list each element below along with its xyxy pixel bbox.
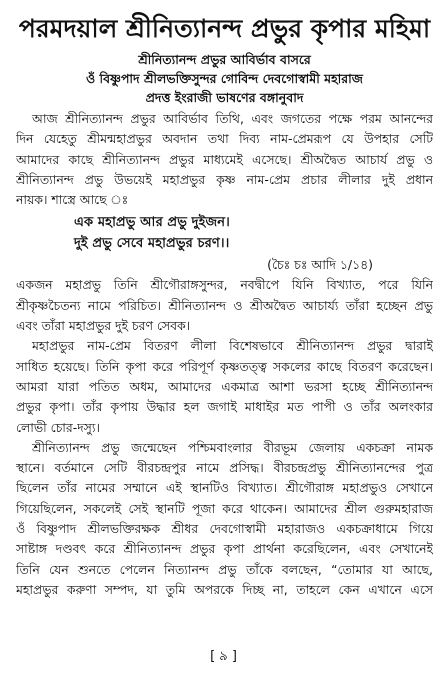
text-line: স্থানে। বর্তমানে সেটি বীরচন্দ্রপুর নামে প্রসিদ্ধ। বীরচন্দ্রপ্রভু শ্রীনিত্যানন্দের পুত্র: [16, 460, 433, 476]
page-title: পরমদয়াল শ্রীনিত্যানন্দ প্রভুর কৃপার মহিমা: [18, 14, 431, 43]
text-line: ওঁ বিষ্ণুপাদ শ্রীলভক্তিরক্ষক শ্রীধর দেবগোস্বামী মহারাজও একচক্রাধামে গিয়ে: [16, 521, 433, 537]
text-line: গিয়েছিলেন, সকলেই সেই স্থানটি পূজা করে থাকেন। আমাদের শ্রীল গুরুমহারাজ: [16, 500, 433, 516]
text-line: সাষ্টাঙ্গ দণ্ডবৎ করে শ্রীনিত্যানন্দ প্রভুর কৃপা প্রার্থনা করেছিলেন, এবং সেখানেই: [16, 541, 433, 557]
text-line: লোভী চোর-দস্যু।: [16, 419, 100, 435]
page-number: [ ৯ ]: [210, 649, 237, 664]
text-line: সাধিত হয়েছে। তিনি কৃপা করে পরিপূর্ণ কৃষ্ণতত্ত্ব সকলের কাছে বিতরণ করেছেন।: [16, 358, 433, 374]
verse-reference: (চৈঃ চঃ আদি ১/১৪): [267, 257, 373, 273]
verse-block: [16, 212, 433, 275]
text-line: প্রভুর কৃপা। তাঁর কৃপায় উদ্ধার হল জগাই মাধাইর মত পাপী ও তাঁর অলংকার: [16, 399, 433, 415]
verse-line: এক মহাপ্রভু আর প্রভু দুইজন।: [74, 215, 230, 231]
text-line: শ্রীনিত্যানন্দ প্রভু উভয়েই মহাপ্রভুর কৃষ্ণ নাম-প্রেম প্রচার লীলার দুই প্রধান: [16, 171, 433, 187]
text-line: আমাদের কাছে শ্রীনিত্যানন্দ প্রভুর মাধ্যমেই এসেছে। শ্রীঅদ্বৈত আচার্য প্রভু ও: [16, 151, 433, 167]
body-text: [16, 109, 433, 600]
text-line: একজন মহাপ্রভু তিনি শ্রীগৌরাঙ্গসুন্দর, নবদ্বীপে যিনি বিখ্যাত, পরে যিনি: [16, 277, 433, 293]
paragraph-3: [16, 336, 433, 437]
text-line: আজ শ্রীনিত্যানন্দ প্রভুর আবির্ভাব তিথি, এবং জগতের পক্ষে পরম আনন্দের: [32, 111, 433, 126]
paragraph-1: [16, 109, 433, 210]
subtitle-line: ওঁ বিষ্ণুপাদ শ্রীলভক্তিসুন্দর গোবিন্দ দেবগোস্বামী মহারাজ: [86, 71, 363, 86]
text-line: ছিলেন তাঁর নামের সম্মানে এই স্থানটিও বিখ্যাত। শ্রীগৌরাঙ্গ মহাপ্রভুও সেখানে: [16, 480, 433, 496]
text-line: শ্রীনিত্যানন্দ প্রভু জন্মেছেন পশ্চিমবাংলার বীরভূম জেলায় একচক্রা নামক: [32, 439, 433, 455]
subtitle-block: [16, 50, 433, 107]
text-line: শ্রীকৃষ্ণচৈতন্য নামে পরিচিত। শ্রীনিত্যানন্দ ও শ্রীঅদ্বৈত আচার্য্য তাঁরা হচ্ছেন প্রভু: [16, 297, 433, 313]
paragraph-2: [16, 275, 433, 336]
text-line: দিন যেহেতু শ্রীমন্মহাপ্রভুর অবদান তথা দিব্য নাম-প্রেমরূপ যে উপহার সেটি: [16, 131, 433, 147]
text-line: মহাপ্রভুর করুণা সম্পদ, যা তুমি অপরকে দিচ্ছ না, তাহলে কেন এখানে এসে: [16, 581, 433, 597]
text-line: তিনি যেন শুনতে পেলেন নিত্যানন্দ প্রভু তাঁকে বলছেন, “তোমার যা আছে,: [16, 561, 433, 577]
verse-line: দুই প্রভু সেবে মহাপ্রভুর চরণ।।: [74, 236, 230, 252]
text-line: মহাপ্রভুর নাম-প্রেম বিতরণ লীলা বিশেষভাবে শ্রীনিত্যানন্দ প্রভুর দ্বারাই: [32, 338, 433, 354]
paragraph-4: [16, 438, 433, 600]
subtitle-line: প্রদত্ত ইংরাজী ভাষণের বঙ্গানুবাদ: [145, 90, 304, 105]
text-line: নায়ক। শাস্ত্রে আছে ঃ: [16, 192, 129, 208]
text-line: আমরা যারা পতিত অধম, আমাদের একমাত্র আশা ভরসা হচ্ছে শ্রীনিত্যানন্দ: [16, 378, 433, 394]
text-line: এবং তাঁরা মহাপ্রভুর দুই চরণ সেবক।: [16, 318, 191, 334]
subtitle-line: শ্রীনিত্যানন্দ প্রভুর আবির্ভাব বাসরে: [138, 52, 311, 67]
